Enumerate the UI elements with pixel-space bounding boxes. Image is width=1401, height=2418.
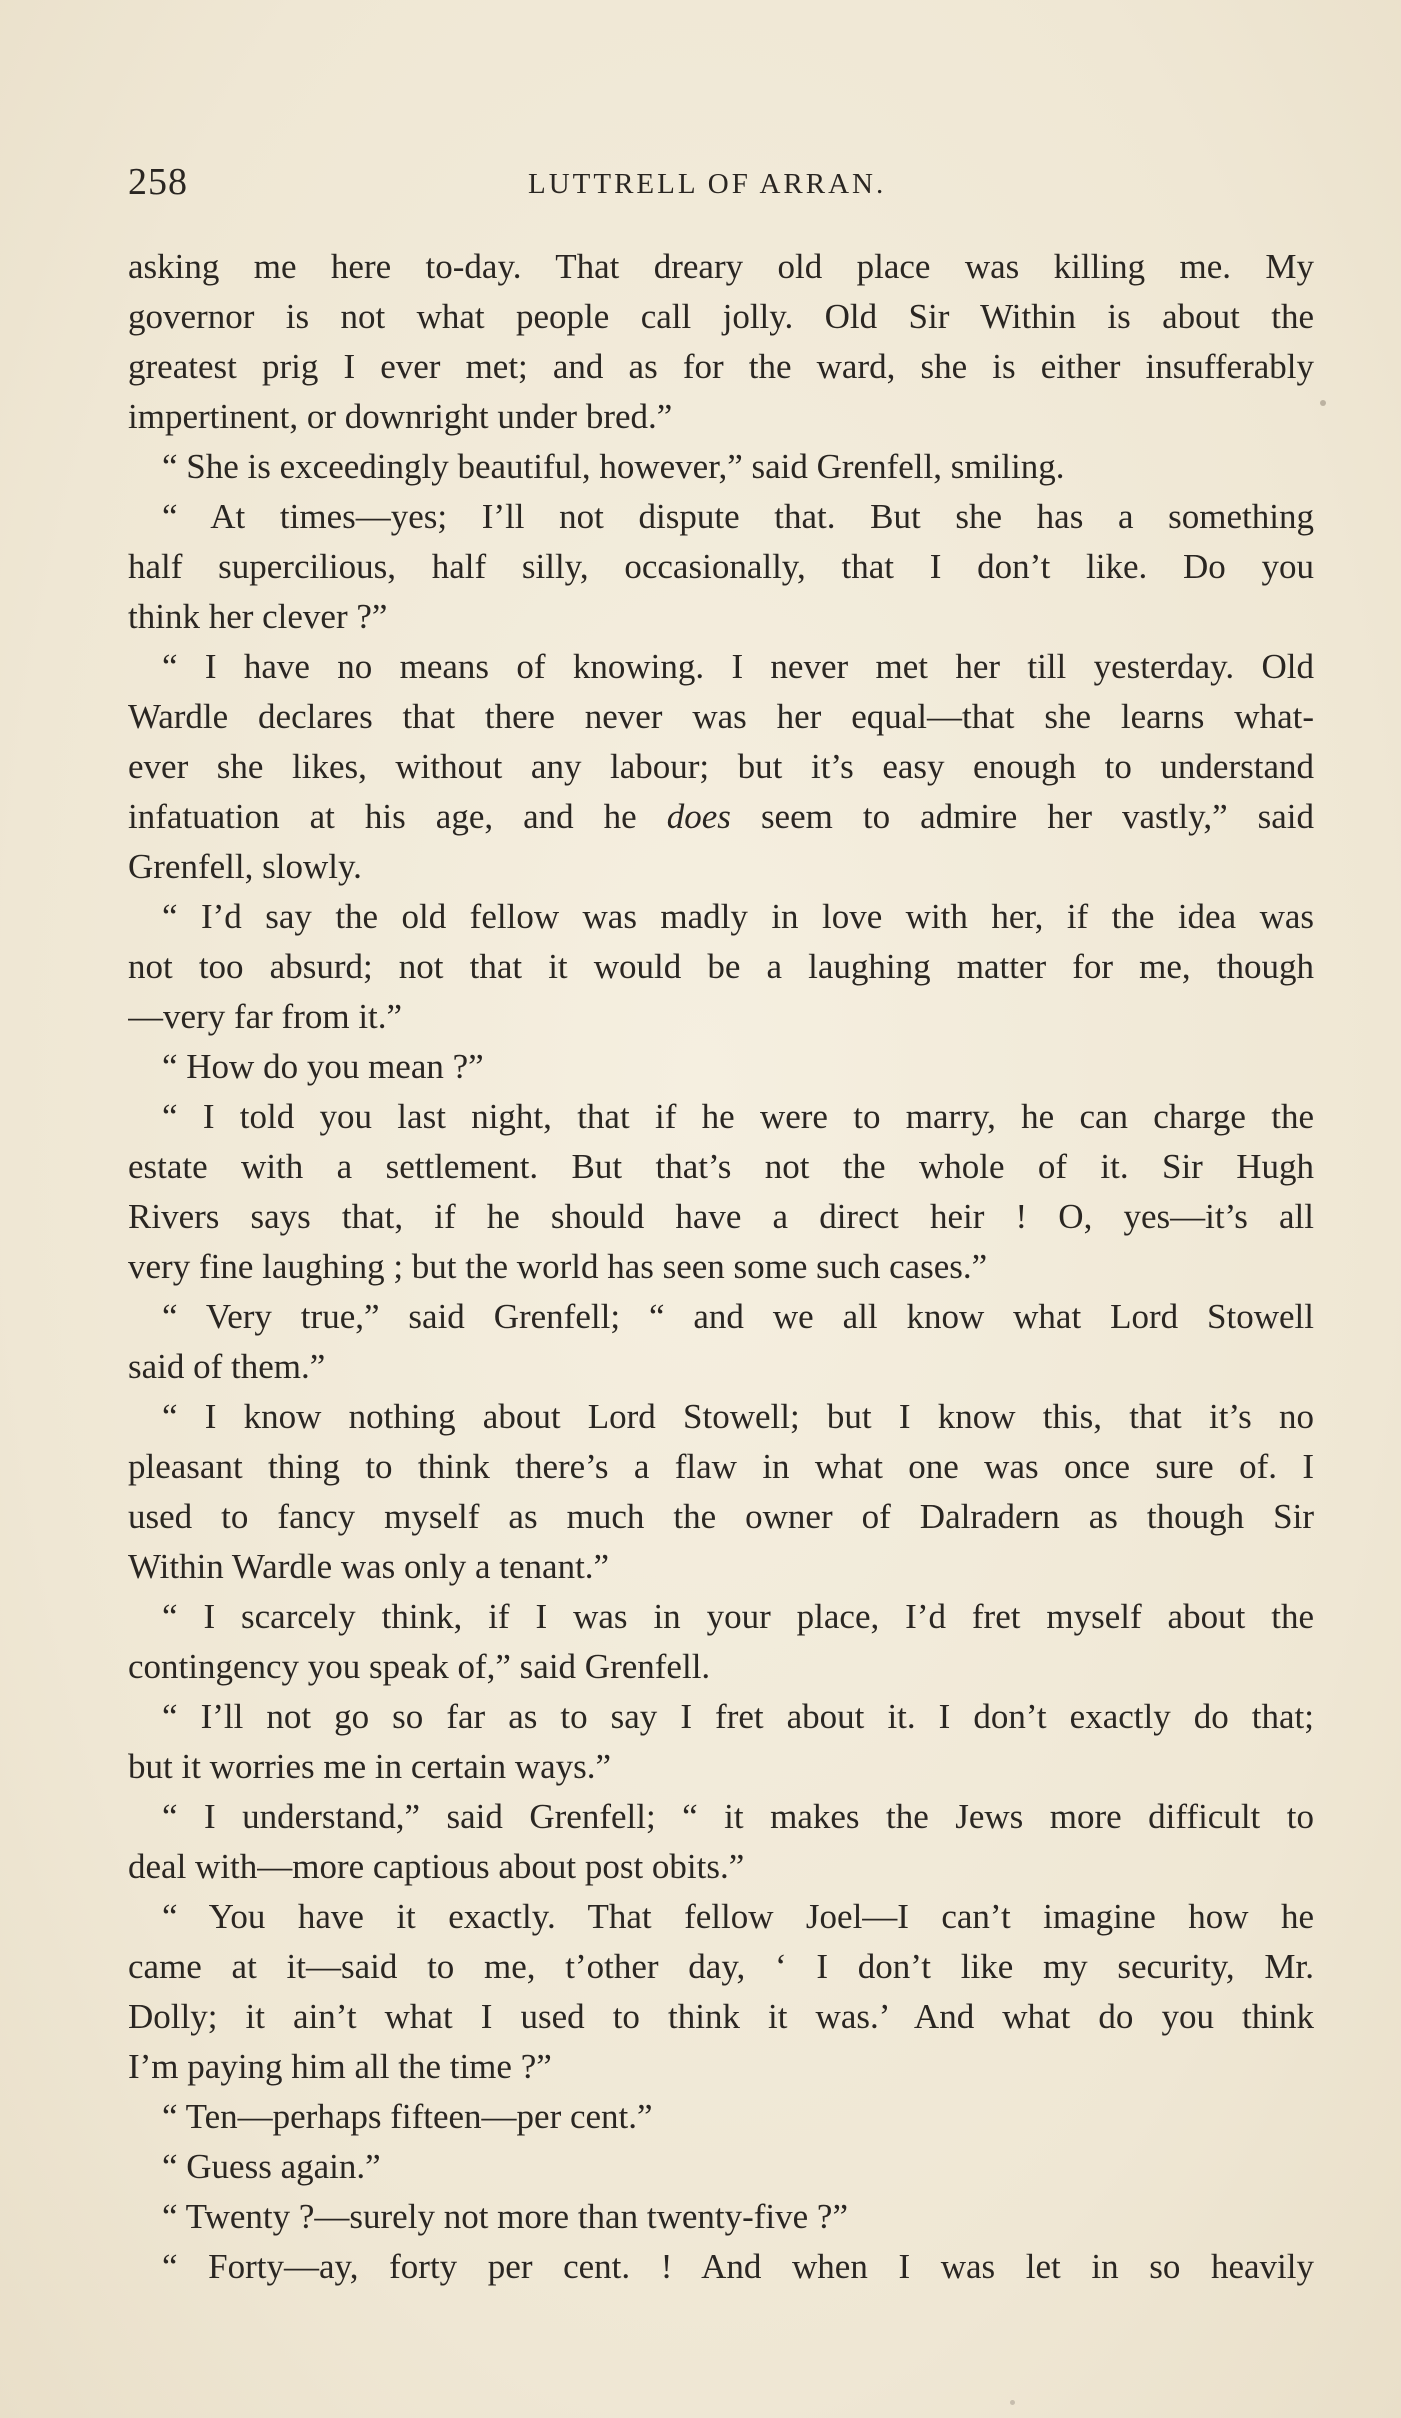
page-header (128, 160, 1308, 220)
text-line: half supercilious, half silly, occasionally, that I don’t like. Do you (128, 547, 1314, 586)
text-line: “ You have it exactly. That fellow Joel—I can’t imagine how he (162, 1897, 1314, 1936)
text-line: “ At times—yes; I’ll not dispute that. But she has a something (162, 497, 1314, 536)
text-line: “ Guess again.” (162, 2147, 381, 2186)
text-line: “ She is exceedingly beautiful, however,” said Grenfell, smiling. (162, 447, 1065, 486)
text-line: asking me here to-day. That dreary old place was killing me. My (128, 247, 1314, 286)
text-line: “ How do you mean ?” (162, 1047, 484, 1086)
text-line: “ I’ll not go so far as to say I fret about it. I don’t exactly do that; (162, 1697, 1314, 1736)
text-line: ever she likes, without any labour; but it’s easy enough to understand (128, 747, 1314, 786)
text-line: I’m paying him all the time ?” (128, 2047, 552, 2086)
text-line: contingency you speak of,” said Grenfell. (128, 1647, 711, 1686)
text-line: “ Forty—ay, forty per cent. ! And when I was let in so heavily (162, 2247, 1314, 2286)
text-line: but it worries me in certain ways.” (128, 1747, 612, 1786)
text-line: Within Wardle was only a tenant.” (128, 1547, 610, 1586)
text-line-with-emphasis (128, 792, 1314, 842)
text-line: Grenfell, slowly. (128, 847, 362, 886)
paper-speck (1320, 400, 1326, 406)
text-line: “ Ten—perhaps fifteen—per cent.” (162, 2097, 653, 2136)
text-line: Wardle declares that there never was her equal—that she learns what- (128, 697, 1314, 736)
page-number: 258 (128, 161, 188, 203)
text-line: “ Very true,” said Grenfell; “ and we all know what Lord Stowell (162, 1297, 1314, 1336)
body-text (128, 242, 1314, 2292)
text-line: Dolly; it ain’t what I used to think it was.’ And what do you think (128, 1997, 1314, 2036)
text-line: “ I know nothing about Lord Stowell; but I know this, that it’s no (162, 1397, 1314, 1436)
text-line: governor is not what people call jolly. Old Sir Within is about the (128, 297, 1314, 336)
text-line: deal with—more captious about post obits.” (128, 1847, 745, 1886)
text-line: think her clever ?” (128, 597, 388, 636)
text-line: used to fancy myself as much the owner of Dalradern as though Sir (128, 1497, 1314, 1536)
emphasized-word: does (666, 797, 731, 836)
text-line: greatest prig I ever met; and as for the ward, she is either insufferably (128, 347, 1314, 386)
text-line: came at it—said to me, t’other day, ‘ I don’t like my security, Mr. (128, 1947, 1314, 1986)
text-line: “ Twenty ?—surely not more than twenty-five ?” (162, 2197, 848, 2236)
text-segment: seem to admire her vastly,” said (760, 797, 1314, 836)
text-line: “ I scarcely think, if I was in your place, I’d fret myself about the (162, 1597, 1314, 1636)
text-line: —very far from it.” (128, 997, 403, 1036)
text-line: Rivers says that, if he should have a direct heir ! O, yes—it’s all (128, 1197, 1314, 1236)
running-head: LUTTRELL OF ARRAN. (528, 168, 887, 200)
text-line: “ I’d say the old fellow was madly in love with her, if the idea was (162, 897, 1314, 936)
paper-speck (1010, 2400, 1015, 2405)
text-segment: infatuation at his age, and he (128, 797, 637, 836)
text-line: estate with a settlement. But that’s not the whole of it. Sir Hugh (128, 1147, 1314, 1186)
text-line: impertinent, or downright under bred.” (128, 397, 673, 436)
text-line: pleasant thing to think there’s a flaw in what one was once sure of. I (128, 1447, 1314, 1486)
text-line: very fine laughing ; but the world has seen some such cases.” (128, 1247, 988, 1286)
text-line: “ I told you last night, that if he were to marry, he can charge the (162, 1097, 1314, 1136)
text-line: not too absurd; not that it would be a laughing matter for me, though (128, 947, 1314, 986)
text-line: “ I have no means of knowing. I never met her till yesterday. Old (162, 647, 1314, 686)
text-line: “ I understand,” said Grenfell; “ it makes the Jews more difficult to (162, 1797, 1314, 1836)
text-line: said of them.” (128, 1347, 326, 1386)
